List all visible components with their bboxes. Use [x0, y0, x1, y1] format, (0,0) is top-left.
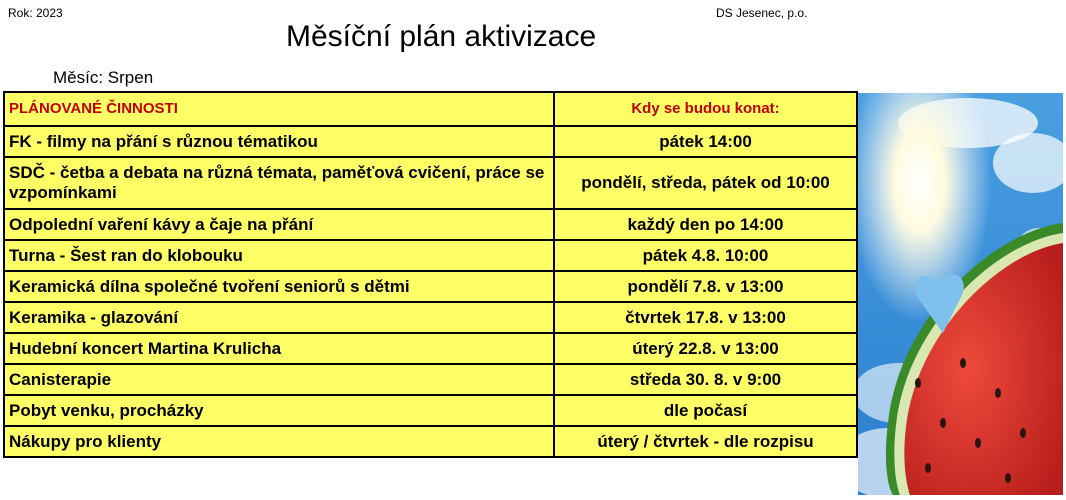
when-cell: úterý 22.8. v 13:00 [554, 333, 857, 364]
when-cell: pátek 14:00 [554, 126, 857, 157]
table-row [4, 364, 857, 395]
table-row [4, 240, 857, 271]
activity-cell: Pobyt venku, procházky [4, 395, 554, 426]
year-label: Rok: 2023 [8, 6, 63, 20]
when-cell: dle počasí [554, 395, 857, 426]
activity-cell: Odpolední vaření kávy a čaje na přání [4, 209, 554, 240]
watermelon-photo [858, 93, 1063, 495]
table-row [4, 333, 857, 364]
month-label: Měsíc: Srpen [53, 68, 154, 87]
activity-cell: Turna - Šest ran do klobouku [4, 240, 554, 271]
page-title: Měsíční plán aktivizace [286, 20, 597, 53]
table-header-row [4, 92, 857, 126]
table-row [4, 157, 857, 209]
activity-plan-table [3, 91, 858, 458]
when-cell: pondělí 7.8. v 13:00 [554, 271, 857, 302]
table-row [4, 395, 857, 426]
activity-cell: SDČ - četba a debata na různá témata, paměťová cvičení, práce se vzpomínkami [4, 157, 554, 209]
when-cell: pondělí, středa, pátek od 10:00 [554, 157, 857, 209]
when-cell: úterý / čtvrtek - dle rozpisu [554, 426, 857, 457]
when-cell: pátek 4.8. 10:00 [554, 240, 857, 271]
table-row [4, 126, 857, 157]
when-cell: středa 30. 8. v 9:00 [554, 364, 857, 395]
table-row [4, 426, 857, 457]
activity-cell: Keramika - glazování [4, 302, 554, 333]
activity-cell: Hudební koncert Martina Krulicha [4, 333, 554, 364]
table-row [4, 271, 857, 302]
when-cell: každý den po 14:00 [554, 209, 857, 240]
table-row [4, 209, 857, 240]
activity-cell: Canisterapie [4, 364, 554, 395]
when-cell: čtvrtek 17.8. v 13:00 [554, 302, 857, 333]
column-header-when: Kdy se budou konat: [554, 92, 857, 126]
column-header-activity: PLÁNOVANÉ ČINNOSTI [4, 92, 554, 126]
activity-cell: Nákupy pro klienty [4, 426, 554, 457]
organization-label: DS Jesenec, p.o. [716, 6, 808, 20]
activity-cell: FK - filmy na přání s různou tématikou [4, 126, 554, 157]
table-row [4, 302, 857, 333]
activity-cell: Keramická dílna společné tvoření seniorů s dětmi [4, 271, 554, 302]
